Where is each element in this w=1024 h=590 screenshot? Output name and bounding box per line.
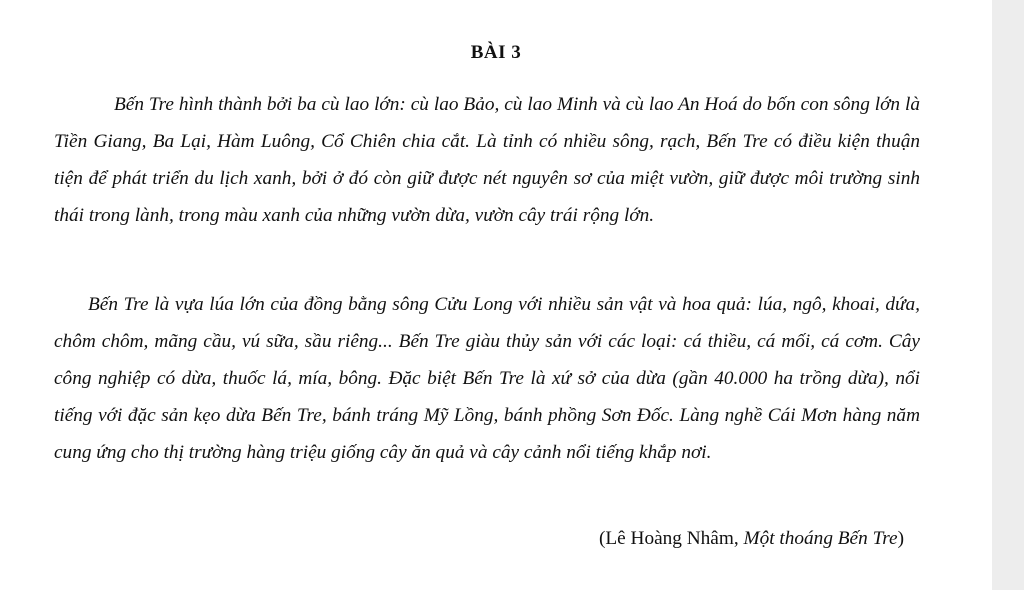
paragraph-1: Bến Tre hình thành bởi ba cù lao lớn: cù lao Bảo, cù lao Minh và cù lao An Hoá do bốn con sông lớn là Tiền Giang, Ba Lại, Hàm Luông, Cổ Chiên chia cắt. Là tỉnh có nhiều sông, rạch, Bến Tre có điều kiện thuận tiện để phát triển du lịch xanh, bởi ở đó còn giữ được nét nguyên sơ của miệt vườn, giữ được môi trường sinh thái trong lành, trong màu xanh của những vườn dừa, vườn cây trái rộng lớn.: [54, 94, 920, 226]
document-title: BÀI 3: [470, 42, 522, 63]
paragraph-2: Bến Tre là vựa lúa lớn của đồng bằng sông Cửu Long với nhiều sản vật và hoa quả: lúa, ngô, khoai, dứa, chôm chôm, mãng cầu, vú sữa, sầu riêng... Bến Tre giàu thủy sản với các loại: cá thiều, cá mối, cá cơm. Cây công nghiệp có dừa, thuốc lá, mía, bông. Đặc biệt Bến Tre là xứ sở của dừa (gần 40.000 ha trồng dừa), nổi tiếng với đặc sản kẹo dừa Bến Tre, bánh tráng Mỹ Lồng, bánh phồng Sơn Đốc. Làng nghề Cái Mơn hàng năm cung ứng cho thị trường hàng triệu giống cây ăn quả và cây cảnh nổi tiếng khắp nơi.: [54, 294, 920, 463]
viewer-margin: [992, 0, 1024, 590]
source-citation: [599, 528, 904, 550]
citation-work-title: Một thoáng Bến Tre: [743, 528, 898, 549]
citation-close-paren: ): [897, 528, 904, 549]
citation-open-paren: (: [598, 528, 606, 549]
citation-author: Lê Hoàng Nhâm,: [605, 528, 744, 549]
